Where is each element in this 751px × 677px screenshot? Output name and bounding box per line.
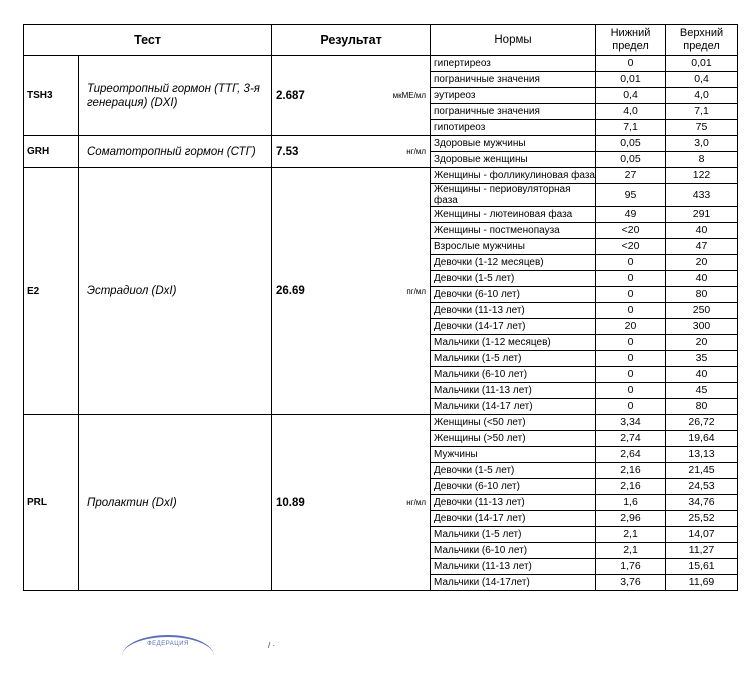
- test-result-value: 7.53: [272, 136, 375, 168]
- norm-label: Девочки (1-5 лет): [431, 463, 596, 479]
- test-result-unit: пг/мл: [375, 168, 431, 415]
- header-test: Тест: [24, 25, 272, 56]
- test-code: PRL: [24, 415, 79, 591]
- norm-label: Девочки (14-17 лет): [431, 319, 596, 335]
- norm-lower: 2,16: [596, 479, 666, 495]
- norm-lower: 0,05: [596, 152, 666, 168]
- norm-label: Девочки (11-13 лет): [431, 495, 596, 511]
- norm-upper: 291: [666, 207, 738, 223]
- test-code: TSH3: [24, 56, 79, 136]
- norm-lower: 2,74: [596, 431, 666, 447]
- norm-upper: 45: [666, 383, 738, 399]
- norm-lower: 1,6: [596, 495, 666, 511]
- norm-upper: 19,64: [666, 431, 738, 447]
- norm-upper: 4,0: [666, 88, 738, 104]
- norm-lower: 3,76: [596, 575, 666, 591]
- norm-label: Мальчики (14-17лет): [431, 575, 596, 591]
- norm-upper: 300: [666, 319, 738, 335]
- norm-upper: 20: [666, 255, 738, 271]
- test-name: Пролактин (DxI): [79, 415, 272, 591]
- table-row: [24, 56, 738, 72]
- norm-label: Женщины - фолликулиновая фаза: [431, 168, 596, 184]
- norm-label: Мальчики (14-17 лет): [431, 399, 596, 415]
- test-name: Соматотропный гормон (СТГ): [79, 136, 272, 168]
- norm-label: пограничные значения: [431, 72, 596, 88]
- norm-label: гипертиреоз: [431, 56, 596, 72]
- norm-lower: 7,1: [596, 120, 666, 136]
- header-result: Результат: [272, 25, 431, 56]
- norm-label: Мальчики (1-5 лет): [431, 527, 596, 543]
- norm-upper: 24,53: [666, 479, 738, 495]
- norm-upper: 35: [666, 351, 738, 367]
- norm-upper: 3,0: [666, 136, 738, 152]
- norm-upper: 40: [666, 367, 738, 383]
- norm-label: Девочки (6-10 лет): [431, 287, 596, 303]
- norm-label: Женщины (>50 лет): [431, 431, 596, 447]
- table-row: [24, 415, 738, 431]
- norm-label: Девочки (14-17 лет): [431, 511, 596, 527]
- norm-label: Мальчики (6-10 лет): [431, 367, 596, 383]
- norm-upper: 80: [666, 399, 738, 415]
- norm-upper: 7,1: [666, 104, 738, 120]
- norm-lower: 49: [596, 207, 666, 223]
- norm-upper: 122: [666, 168, 738, 184]
- table-row: [24, 168, 738, 184]
- norm-upper: 40: [666, 223, 738, 239]
- norm-label: Девочки (1-12 месяцев): [431, 255, 596, 271]
- test-name: Тиреотропный гормон (ТТГ, 3-я генерация) (DXI): [79, 56, 272, 136]
- norm-upper: 8: [666, 152, 738, 168]
- norm-upper: 75: [666, 120, 738, 136]
- norm-upper: 11,27: [666, 543, 738, 559]
- norm-lower: <20: [596, 239, 666, 255]
- test-result-unit: мкМЕ/мл: [375, 56, 431, 136]
- norm-lower: 2,1: [596, 543, 666, 559]
- test-code: GRH: [24, 136, 79, 168]
- norm-lower: 0: [596, 255, 666, 271]
- norm-label: Женщины - постменопауза: [431, 223, 596, 239]
- norm-label: Мальчики (1-12 месяцев): [431, 335, 596, 351]
- norm-upper: 11,69: [666, 575, 738, 591]
- norm-label: Здоровые мужчины: [431, 136, 596, 152]
- norm-label: Женщины (<50 лет): [431, 415, 596, 431]
- norm-lower: 0: [596, 351, 666, 367]
- norm-label: Мальчики (11-13 лет): [431, 383, 596, 399]
- norm-lower: 0: [596, 287, 666, 303]
- norm-label: Мужчины: [431, 447, 596, 463]
- norm-lower: 0: [596, 383, 666, 399]
- norm-lower: 1,76: [596, 559, 666, 575]
- test-result-value: 10.89: [272, 415, 375, 591]
- norm-lower: 0: [596, 56, 666, 72]
- norm-lower: 0,4: [596, 88, 666, 104]
- norm-upper: 26,72: [666, 415, 738, 431]
- norm-upper: 14,07: [666, 527, 738, 543]
- norm-upper: 34,76: [666, 495, 738, 511]
- norm-lower: 0,05: [596, 136, 666, 152]
- norm-upper: 47: [666, 239, 738, 255]
- norm-label: пограничные значения: [431, 104, 596, 120]
- norm-upper: 20: [666, 335, 738, 351]
- norm-lower: 2,1: [596, 527, 666, 543]
- table-row: [24, 136, 738, 152]
- norm-label: Женщины - периовуляторная фаза: [431, 184, 596, 207]
- norm-lower: 20: [596, 319, 666, 335]
- test-result-value: 26.69: [272, 168, 375, 415]
- norm-upper: 0,01: [666, 56, 738, 72]
- norm-label: Мальчики (11-13 лет): [431, 559, 596, 575]
- norm-lower: 3,34: [596, 415, 666, 431]
- norm-upper: 25,52: [666, 511, 738, 527]
- norm-upper: 250: [666, 303, 738, 319]
- table-header-row: [24, 25, 738, 56]
- norm-lower: 27: [596, 168, 666, 184]
- norm-lower: <20: [596, 223, 666, 239]
- svg-text:/ ·: / ·: [268, 641, 276, 649]
- norm-label: Здоровые женщины: [431, 152, 596, 168]
- norm-label: Девочки (1-5 лет): [431, 271, 596, 287]
- header-norms: Нормы: [431, 25, 596, 56]
- norm-upper: 0,4: [666, 72, 738, 88]
- norm-label: Мальчики (6-10 лет): [431, 543, 596, 559]
- header-upper-limit: Верхний предел: [666, 25, 738, 56]
- stamp-text: ФЕДЕРАЦИЯ: [147, 641, 189, 647]
- test-result-unit: нг/мл: [375, 136, 431, 168]
- test-name: Эстрадиол (DxI): [79, 168, 272, 415]
- norm-lower: 0: [596, 335, 666, 351]
- norm-lower: 0: [596, 271, 666, 287]
- norm-upper: 433: [666, 184, 738, 207]
- norm-lower: 0: [596, 399, 666, 415]
- lab-results-body: [24, 56, 738, 591]
- norm-upper: 13,13: [666, 447, 738, 463]
- test-code: E2: [24, 168, 79, 415]
- signature-mark: [268, 641, 328, 649]
- norm-label: Девочки (11-13 лет): [431, 303, 596, 319]
- test-result-unit: нг/мл: [375, 415, 431, 591]
- norm-upper: 40: [666, 271, 738, 287]
- norm-upper: 21,45: [666, 463, 738, 479]
- norm-label: гипотиреоз: [431, 120, 596, 136]
- norm-lower: 95: [596, 184, 666, 207]
- lab-results-table: [23, 24, 738, 591]
- norm-lower: 0: [596, 303, 666, 319]
- norm-lower: 2,64: [596, 447, 666, 463]
- norm-upper: 80: [666, 287, 738, 303]
- norm-label: Девочки (6-10 лет): [431, 479, 596, 495]
- norm-label: Мальчики (1-5 лет): [431, 351, 596, 367]
- test-result-value: 2.687: [272, 56, 375, 136]
- norm-lower: 0,01: [596, 72, 666, 88]
- norm-lower: 4,0: [596, 104, 666, 120]
- stamp-seal: [122, 635, 214, 677]
- norm-label: Взрослые мужчины: [431, 239, 596, 255]
- norm-lower: 0: [596, 367, 666, 383]
- norm-lower: 2,16: [596, 463, 666, 479]
- norm-label: эутиреоз: [431, 88, 596, 104]
- norm-label: Женщины - лютеиновая фаза: [431, 207, 596, 223]
- header-lower-limit: Нижний предел: [596, 25, 666, 56]
- norm-lower: 2,96: [596, 511, 666, 527]
- norm-upper: 15,61: [666, 559, 738, 575]
